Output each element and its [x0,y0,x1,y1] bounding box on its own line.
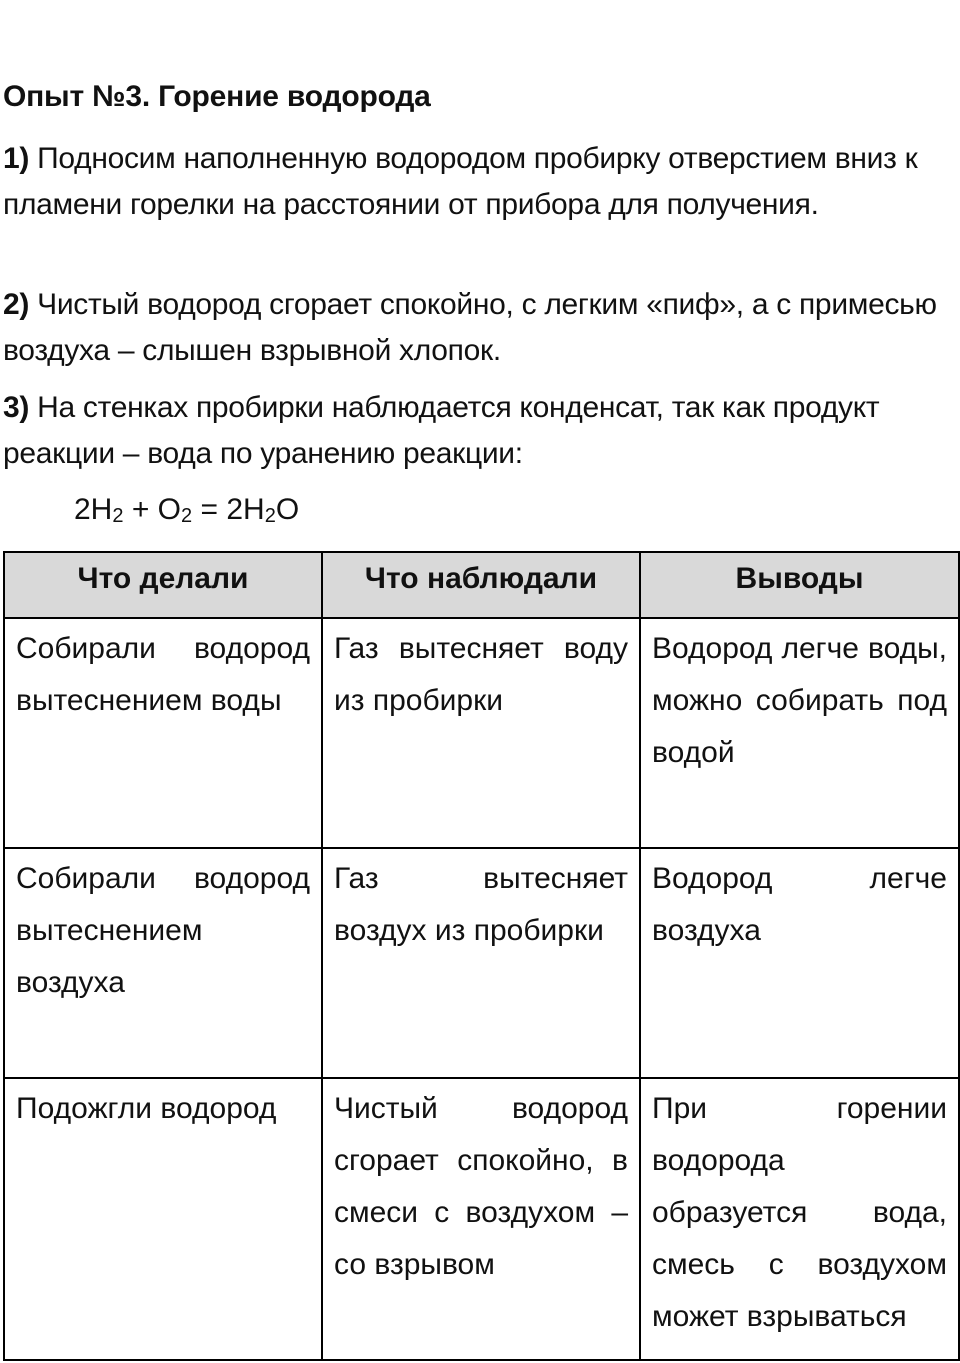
reaction-equation: $2H_2 + O_2 = 2H_2O$ [74,493,300,527]
table-cell: Собирали водород вытеснением воздуха [4,848,322,1078]
step-text: На стенках пробирки наблюдается конденсат, так как продукт реакции – вода по уранению реакции: [3,391,880,470]
step-number: 3) [3,391,30,424]
table-header-row [4,552,959,618]
table-cell: Собирали водород вытеснением воды [4,618,322,848]
results-table [3,551,960,1361]
step-1 [3,136,953,228]
table-cell: Газ вытесняет воду из пробирки [322,618,640,848]
table-cell: Чистый водород сгорает спокойно, в смеси с воздухом – со взрывом [322,1078,640,1360]
step-3 [3,385,953,477]
table-cell: Водород легче воды, можно собирать под водой [640,618,959,848]
table-row [4,618,959,848]
table-cell: Водород легче воздуха [640,848,959,1078]
table-cell: Газ вытесняет воздух из пробирки [322,848,640,1078]
table-cell: При горении водорода образуется вода, смесь с воздухом может взрываться [640,1078,959,1360]
page-title: Опыт №3. Горение водорода [3,80,431,113]
table-row [4,1078,959,1360]
table-cell: Подожгли водород [4,1078,322,1360]
step-number: 2) [3,288,30,321]
column-header-conclusions: Выводы [640,552,959,618]
step-number: 1) [3,142,30,175]
step-text: Подносим наполненную водородом пробирку отверстием вниз к пламени горелки на расстоянии от прибора для получения. [3,142,918,221]
column-header-observations: Что наблюдали [322,552,640,618]
step-text: Чистый водород сгорает спокойно, с легким «пиф», а с примесью воздуха – слышен взрывной хлопок. [3,288,937,367]
step-2 [3,282,953,374]
column-header-actions: Что делали [4,552,322,618]
table-row [4,848,959,1078]
